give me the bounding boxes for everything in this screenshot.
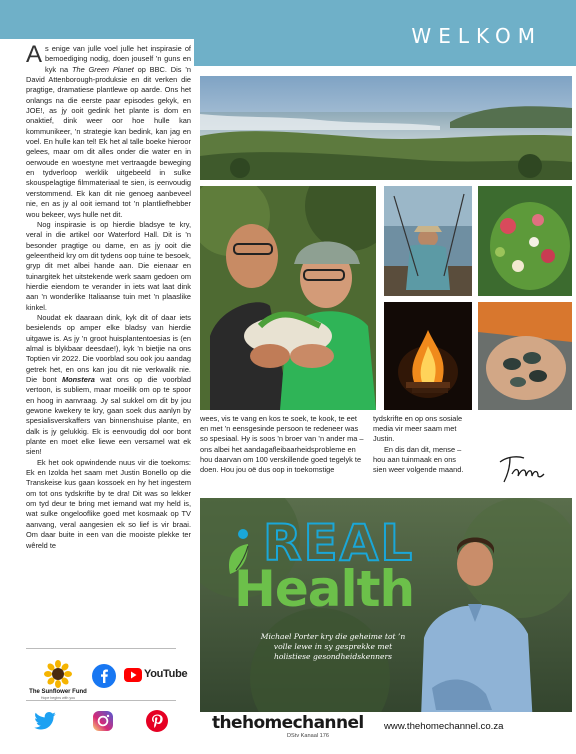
paragraph-5: wees, vis te vang en kos te soek, te kook, te eet en met ’n eensgesinde persoon te redeneer was so spesiaal. Hy is soos ’n broer van ’n ander ma – ons albei het aandagafleibaarheidsprobleme en hou daarvan om 100 verskillende goed tegelyk te doen. Hou jou oë dus oop in toekomstige bbox=[200, 414, 364, 475]
show-title: The Green Planet bbox=[71, 64, 134, 74]
paragraph-1: As enige van julle voel julle het inspirasie of bemoediging nodig, doen jouself ’n guns en kyk na The Green Planet op BBC. Dis ’n David Attenborough-produksie en dit verken die pragtige, dramatiese plantlewe op aarde. Ons het onlangs na die eerste paar episodes gekyk, en JOE!, as jy ooit gedink het plante is dom en onaktief, dink weer oor hoe hulle kan kommunikeer, ’n strategie kan bedink, kan jag en voel. En hulle kan tel! Ek het al talle boeke hieroor gelees, maar om dit alles onder die water en in oerwoude en woestyne met vertraagde beweging en tydverloop werklik uitgebeeld in sulke skouspelagtige filmmateriaal te sien, is eenvoudig verstommend. Ek kan dit nie genoeg aanbeveel nie, en as jy al ooit iemand tot ’n plantliefhebber wou bekeer, wys hulle net dit. bbox=[26, 41, 191, 219]
advert-title-health: Health bbox=[234, 560, 415, 618]
channel-number: DStv Kanaal 176 bbox=[287, 733, 329, 739]
advert-description: Michael Porter kry die geheime tot ’n volle lewe in sy gesprekke met holistiese gesondheidskenners bbox=[260, 632, 406, 661]
instagram-icon[interactable] bbox=[92, 710, 114, 732]
section-title: WELKOM bbox=[411, 24, 542, 48]
campfire-photo bbox=[384, 302, 472, 410]
paragraph-2: Nog inspirasie is op hierdie bladsye te kry, veral in die artikel oor Waterford Hall. Dit is ’n besonder pragtige ou dame, en as jy ooit die geleentheid kry om dit tydens oop tuine te besoek, gryp dit met albei hande aan. Die eienaar en tuinargitek het uitstekende werk saam gedoen om hierdie eiendom te verander in iets wat laat dink aan ’n wonderlike Italiaanse tuin met ’n plaaslike kinkel. bbox=[26, 219, 191, 312]
fishing-photo bbox=[384, 186, 472, 296]
channel-url[interactable]: www.thehomechannel.co.za bbox=[384, 721, 504, 732]
leaf-logo-icon bbox=[226, 526, 256, 578]
shells-photo bbox=[478, 302, 572, 410]
salad-photo bbox=[478, 186, 572, 296]
coast-photo bbox=[200, 76, 572, 180]
sunflower-name: The Sunflower Fund bbox=[29, 689, 87, 695]
sunflower-logo[interactable] bbox=[44, 660, 72, 688]
drop-cap: A bbox=[26, 41, 43, 68]
youtube-icon[interactable] bbox=[124, 668, 142, 682]
pinterest-icon[interactable] bbox=[146, 710, 168, 732]
sunflower-tagline: Hope begins with you bbox=[40, 696, 76, 700]
twitter-icon[interactable] bbox=[34, 712, 56, 730]
signature bbox=[496, 448, 546, 488]
channel-logo[interactable]: thehomechannel bbox=[212, 713, 364, 733]
facebook-icon[interactable] bbox=[92, 664, 116, 688]
paragraph-3: Noudat ek daaraan dink, kyk dit of daar iets besielends op amper elke bladsy van hierdie uitgawe is. As jy ’n groot huisplantentoesias is (en almal is blykbaar deesdae!), kyk ’n bietjie na ons Toptien vir 2022. Die voorblad sou ook jou aandag getrek het, en ons kan jou dit nie verkwalik nie. Die bont Monstera wat ons op die voorblad vertoon, is subliem, maar moeilik om op te spoor en hoog in aanvraag. Jy sal sukkel om dit by jou gewone kwekery te kry, gaan soek dus aanlyn by spesialisverskaffers van binnenshuise plante, en dalk is jy gelukkig. Ek is eenvoudig dol oor bont plante en moet elke liewe een versamel wat ek sien! bbox=[26, 312, 191, 457]
editorial-column-3 bbox=[373, 414, 465, 475]
editorial-column-1 bbox=[26, 41, 191, 551]
social-divider-bottom bbox=[26, 700, 176, 701]
monstera-name: Monstera bbox=[62, 375, 95, 384]
paragraph-4: Ek het ook opwindende nuus vir die toekoms: Ek en Izolda het saam met Justin Bonello op die Transkeise kus gaan kossoek en hy het ingestem om tot ons tydskrifte by te dra! Dit was so lekker om tyd deur te bring met iemand wat my held is, wat sulke ongelooflike goed met kosmaak op TV aanvang, veral aangesien ek so lief is vir braai. Om daar buite in een van die mooiste plekke ter wêreld te bbox=[26, 457, 191, 550]
social-divider-top bbox=[26, 648, 176, 649]
portrait-photo bbox=[200, 186, 376, 410]
editorial-column-2 bbox=[200, 414, 365, 475]
youtube-label[interactable]: YouTube bbox=[144, 668, 188, 680]
advert-title-real: REAL bbox=[263, 514, 415, 572]
paragraph-6: tydskrifte en op ons sosiale media vir meer saam met Justin. bbox=[373, 414, 463, 444]
paragraph-7: En dis dan dit, mense – hou aan tuinmaak en ons sien weer volgende maand. bbox=[373, 444, 464, 475]
